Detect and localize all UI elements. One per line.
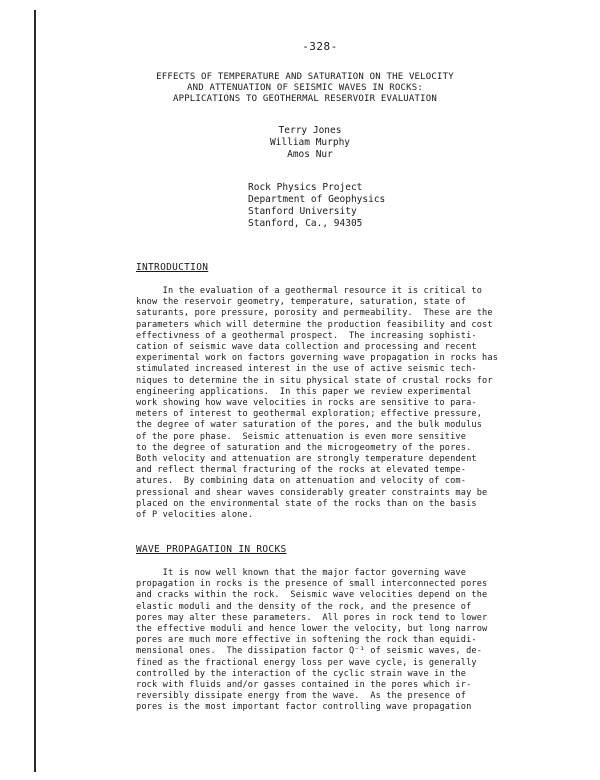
section-heading-wave-propagation: WAVE PROPAGATION IN ROCKS (136, 544, 287, 555)
text-line: rock with fluids and/or gasses contained in the pores which ir- (136, 680, 472, 691)
text-line: cation of seismic wave data collection and processing and recent (136, 342, 477, 353)
text-line: meters of interest to geothermal exploration; effective pressure, (136, 409, 483, 420)
text-line: work showing how wave velocities in rocks are sensitive to para- (136, 398, 477, 409)
affiliation-line: Stanford University (248, 206, 357, 217)
affiliation-line: Department of Geophysics (248, 194, 386, 205)
text-line: engineering applications. In this paper we review experimental (136, 386, 472, 397)
affiliation-line: Stanford, Ca., 94305 (248, 218, 363, 229)
margin-rule (34, 10, 36, 772)
wave-propagation-body (136, 568, 596, 714)
text-line: reversibly dissipate energy from the wave. As the presence of (136, 691, 467, 702)
text-line: It is now well known that the major factor governing wave (136, 568, 467, 578)
introduction-body (136, 286, 596, 521)
text-line: pores may alter these parameters. All pores in rock tend to lower (136, 612, 488, 623)
title-line: AND ATTENUATION OF SEISMIC WAVES IN ROCKS: (187, 83, 423, 93)
author-name: William Murphy (269, 137, 351, 148)
text-line: saturants, pore pressure, porosity and permeability. These are the (136, 308, 493, 319)
text-line: to the degree of saturation and the microgeometry of the pores. (136, 442, 472, 453)
text-line: stimulated increased interest in the use of active seismic tech- (136, 364, 477, 375)
text-line: propagation in rocks is the presence of small interconnected pores (136, 579, 488, 590)
text-line: niques to determine the in situ physical state of crustal rocks for (136, 375, 493, 386)
text-line: atures. By combining data on attenuation and velocity of com- (136, 476, 467, 487)
author-list (260, 125, 360, 161)
text-line: and reflect thermal fracturing of the rocks at elevated tempe- (136, 465, 467, 476)
text-line: controlled by the interaction of the cyclic strain wave in the (136, 668, 467, 679)
text-line: In the evaluation of a geothermal resource it is critical to (136, 286, 483, 296)
text-line: pores are much more effective in softening the rock than equidi- (136, 635, 477, 646)
author-name: Terry Jones (278, 125, 342, 136)
text-line: experimental work on factors governing wave propagation in rocks has (136, 353, 499, 364)
title-line: APPLICATIONS TO GEOTHERMAL RESERVOIR EVALUATION (172, 94, 438, 104)
paper-title (140, 72, 470, 105)
title-line: EFFECTS OF TEMPERATURE AND SATURATION ON THE VELOCITY (156, 72, 454, 82)
text-line: parameters which will determine the production feasibility and cost (136, 319, 493, 330)
text-line: the degree of water saturation of the pores, and the bulk modulus (136, 420, 483, 431)
text-line: fined as the fractional energy loss per wave cycle, is generally (136, 657, 477, 668)
text-line: pores is the most important factor controlling wave propagation (136, 702, 472, 713)
section-heading-introduction: INTRODUCTION (136, 262, 209, 273)
author-name: Amos Nur (287, 149, 333, 160)
text-line: mensional ones. The dissipation factor Q⁻¹ of seismic waves, de- (136, 646, 483, 657)
text-line: Both velocity and attenuation are strongly temperature dependent (136, 454, 477, 465)
affiliation-line: Rock Physics Project (248, 182, 363, 193)
text-line: and cracks within the rock. Seismic wave velocities depend on the (136, 590, 488, 601)
text-line: pressional and shear waves considerably greater constraints may be (136, 487, 488, 498)
page-number: -328- (302, 40, 338, 53)
text-line: the effective moduli and hence lower the velocity, but long narrow (136, 624, 488, 635)
affiliation-block (248, 182, 388, 230)
text-line: placed on the environmental state of the rocks than on the basis (136, 498, 477, 509)
text-line: elastic moduli and the density of the rock, and the presence of (136, 601, 472, 612)
text-line: of P velocities alone. (136, 510, 254, 521)
text-line: know the reservoir geometry, temperature, saturation, state of (136, 297, 467, 308)
text-line: of the pore phase. Seismic attenuation is even more sensitive (136, 431, 467, 442)
text-line: effectivness of a geothermal prospect. The increasing sophisti- (136, 330, 477, 341)
